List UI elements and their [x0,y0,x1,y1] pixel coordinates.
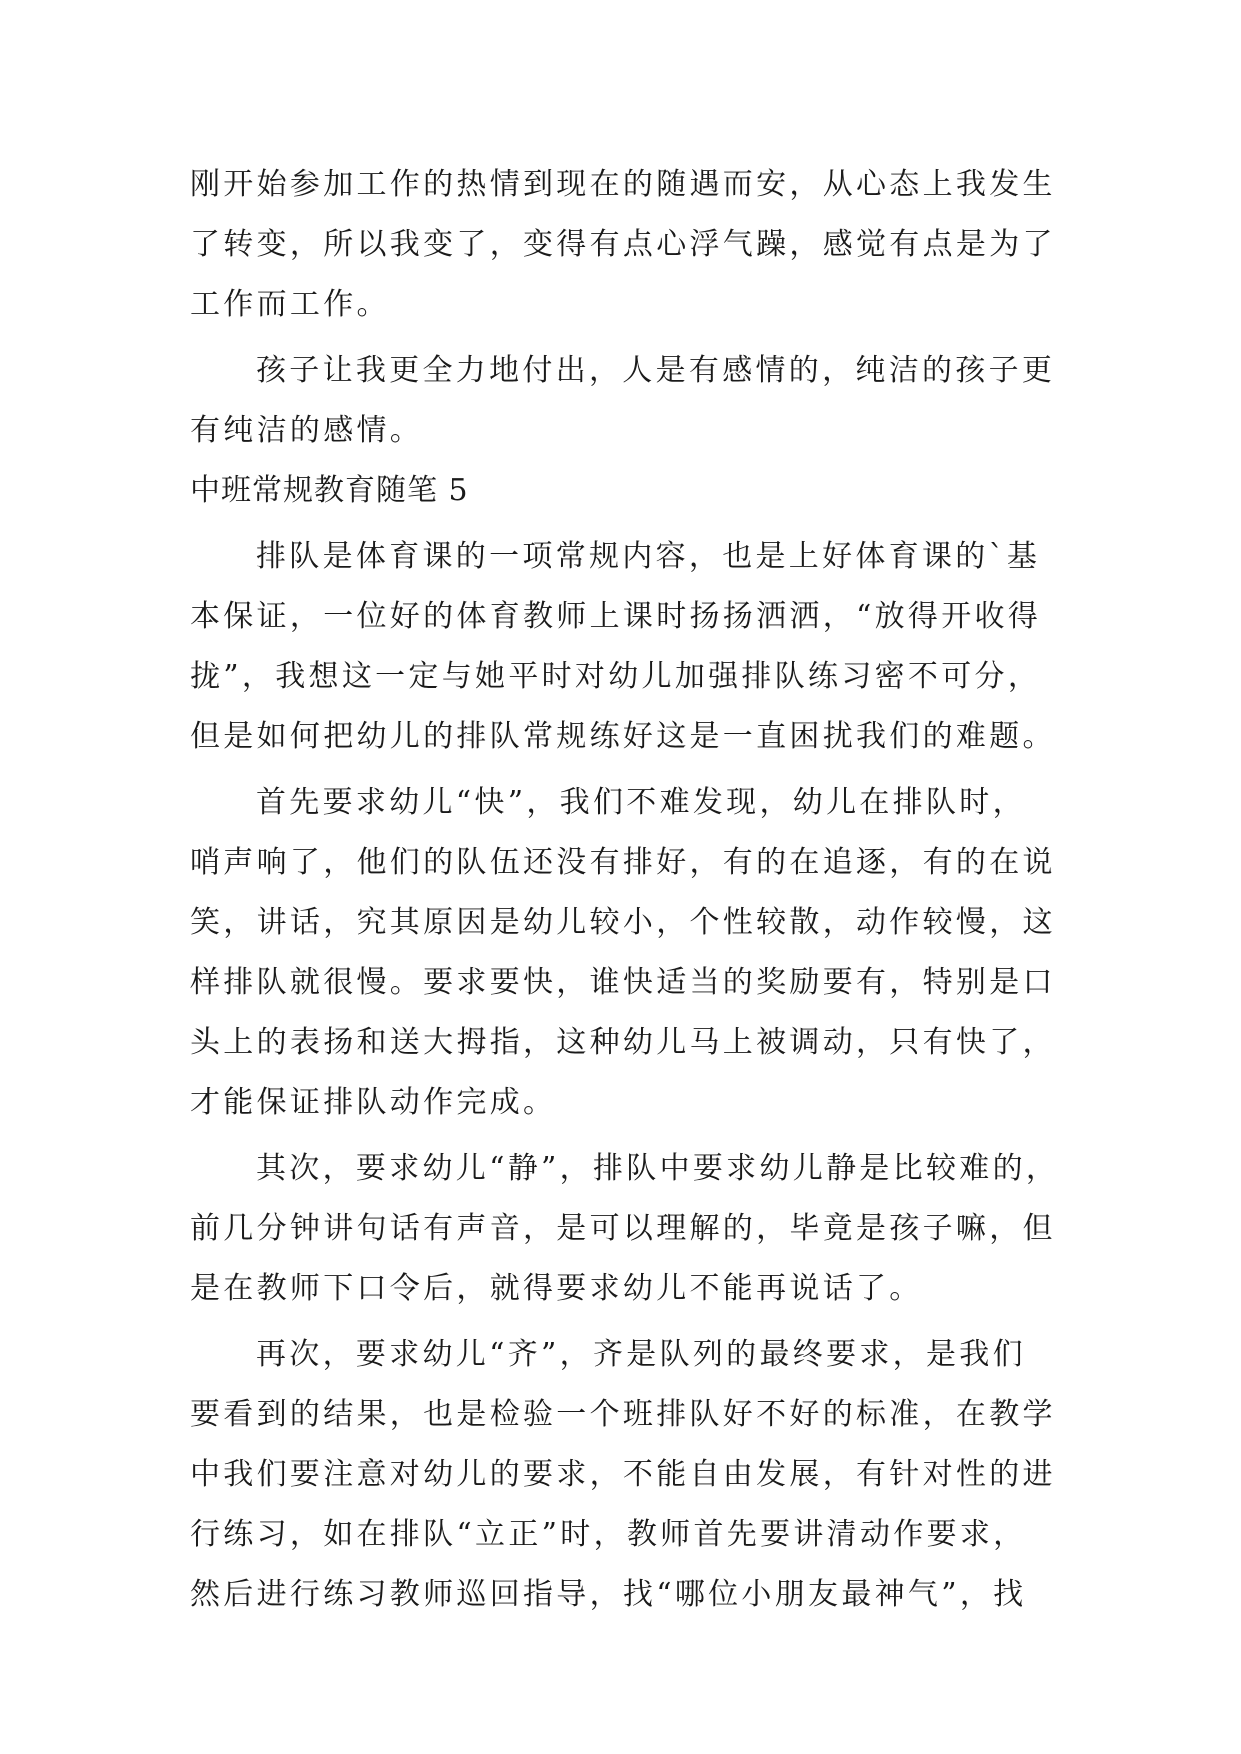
text-line: 然后进行练习教师巡回指导，找“哪位小朋友最神气”，找 [190,1577,1027,1612]
section-heading: 中班常规教育随笔 5 [190,473,469,508]
text-line: 样排队就很慢。要求要快，谁快适当的奖励要有，特别是口 [190,965,1056,1000]
text-line: 头上的表扬和送大拇指，这种幼儿马上被调动，只有快了， [190,1025,1056,1060]
text-line: 了转变，所以我变了，变得有点心浮气躁，感觉有点是为了 [190,227,1056,262]
text-line: 工作而工作。 [190,287,390,322]
text-line: 拢”，我想这一定与她平时对幼儿加强排队练习密不可分， [190,659,1042,694]
text-line: 是在教师下口令后，就得要求幼儿不能再说话了。 [190,1271,923,1306]
paragraph-start-line: 首先要求幼儿“快”，我们不难发现，幼儿在排队时， [256,785,1026,820]
text-line: 中我们要注意对幼儿的要求，不能自由发展，有针对性的进 [190,1457,1056,1492]
document-body [190,155,1070,1625]
text-line: 前几分钟讲句话有声音，是可以理解的，毕竟是孩子嘛，但 [190,1211,1056,1246]
text-line: 哨声响了，他们的队伍还没有排好，有的在追逐，有的在说 [190,845,1056,880]
text-line: 要看到的结果，也是检验一个班排队好不好的标准，在教学 [190,1397,1056,1432]
text-line: 但是如何把幼儿的排队常规练好这是一直困扰我们的难题。 [190,719,1056,754]
text-line: 有纯洁的感情。 [190,413,424,448]
text-line: 刚开始参加工作的热情到现在的随遇而安，从心态上我发生 [190,167,1056,202]
paragraph-start-line: 其次，要求幼儿“静”，排队中要求幼儿静是比较难的， [256,1151,1060,1186]
paragraph-start-line: 排队是体育课的一项常规内容，也是上好体育课的`基 [256,539,1041,574]
text-line: 才能保证排队动作完成。 [190,1085,557,1120]
text-line: 本保证，一位好的体育教师上课时扬扬洒洒，“放得开收得 [190,599,1042,634]
paragraph-start-line: 再次，要求幼儿“齐”，齐是队列的最终要求，是我们 [256,1337,1026,1372]
text-line: 笑，讲话，究其原因是幼儿较小，个性较散，动作较慢，这 [190,905,1056,940]
paragraph-start-line: 孩子让我更全力地付出，人是有感情的，纯洁的孩子更 [256,353,1056,388]
text-line: 行练习，如在排队“立正”时，教师首先要讲清动作要求， [190,1517,1027,1552]
